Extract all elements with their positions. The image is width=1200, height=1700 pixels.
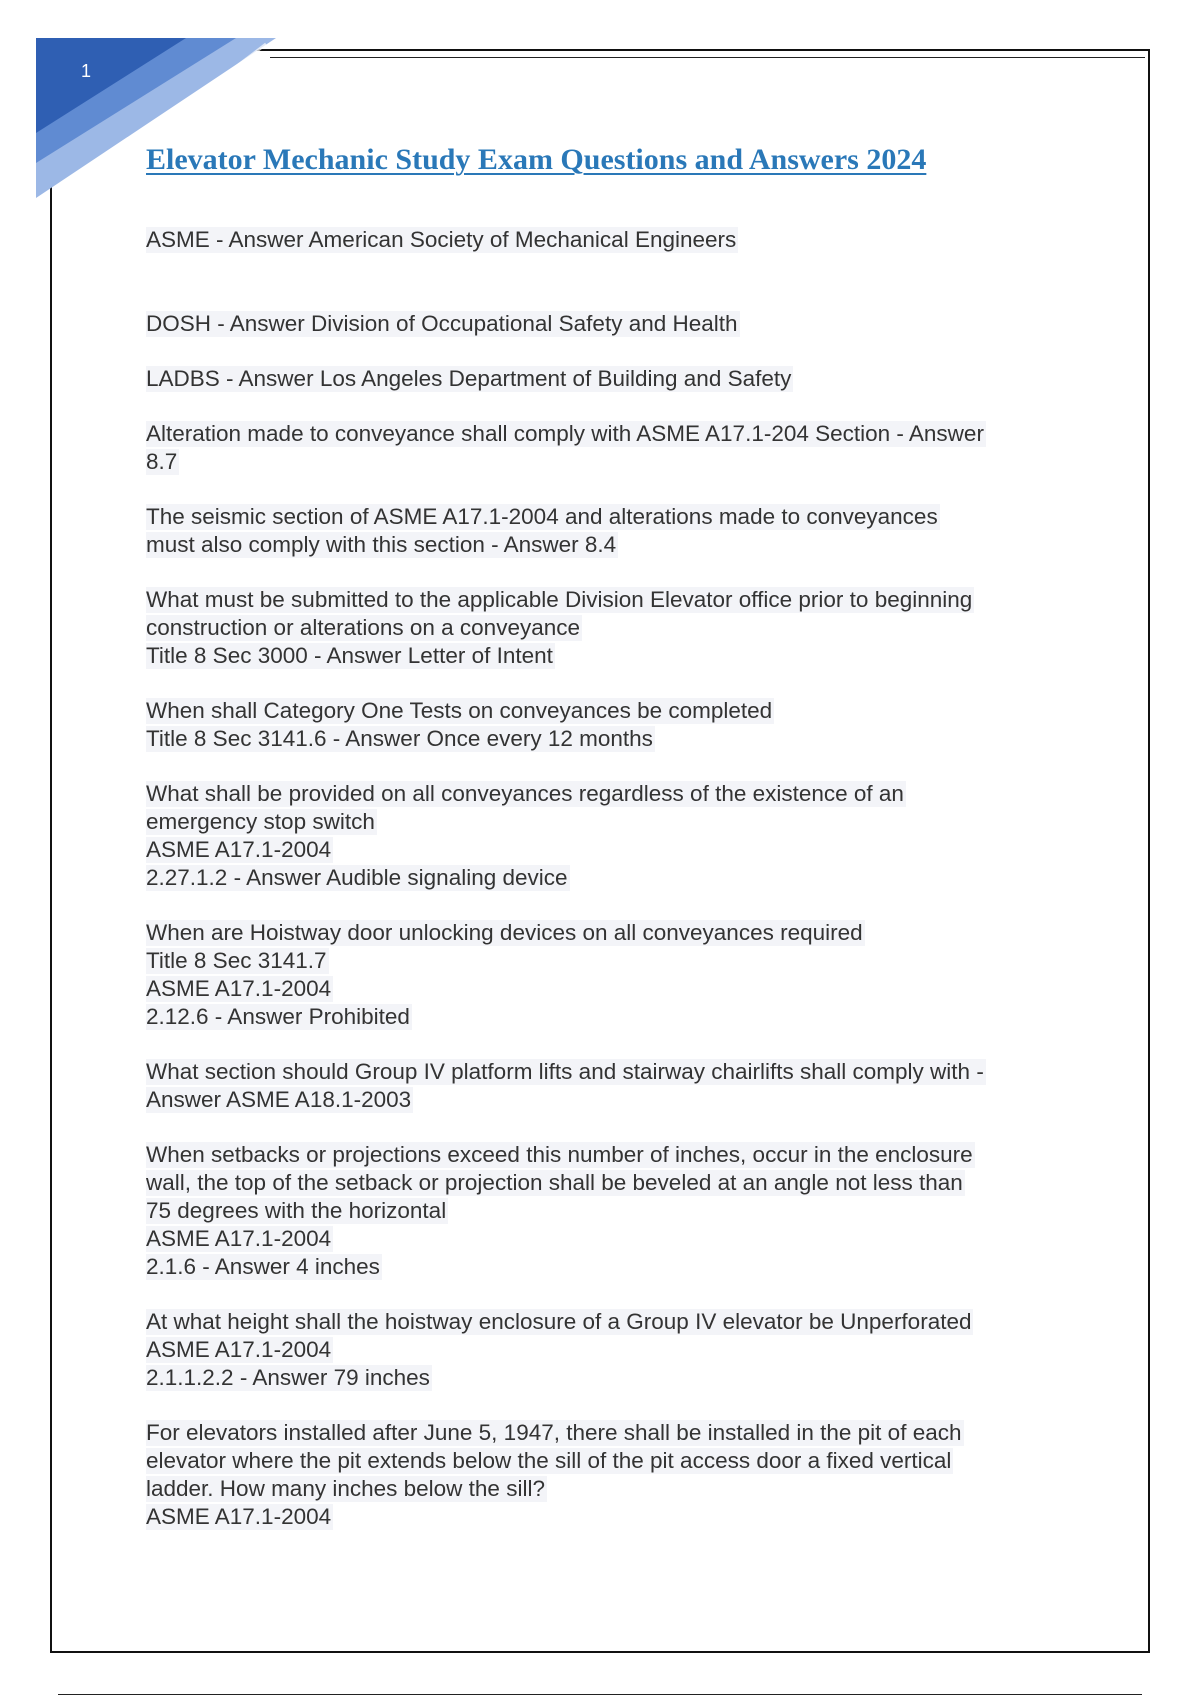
- qa-line: [146, 1003, 1076, 1031]
- qa-line: [146, 1308, 1076, 1336]
- qa-line-text: Alteration made to conveyance shall comply with ASME A17.1-204 Section - Answer: [146, 421, 984, 446]
- qa-line: [146, 1169, 1076, 1197]
- qa-line-text: must also comply with this section - Answer 8.4: [146, 532, 617, 557]
- qa-line: [146, 697, 1076, 725]
- qa-line: [146, 310, 1076, 338]
- qa-item: [146, 503, 1076, 559]
- qa-line: [146, 448, 1076, 476]
- qa-line: [146, 531, 1076, 559]
- qa-line-text: At what height shall the hoistway enclosure of a Group IV elevator be Unperforated: [146, 1309, 972, 1334]
- qa-line-text: DOSH - Answer Division of Occupational Safety and Health: [146, 311, 738, 336]
- page-number: 1: [81, 61, 92, 81]
- qa-line-text: ASME A17.1-2004: [146, 1226, 332, 1251]
- qa-line-text: When shall Category One Tests on conveyances be completed: [146, 698, 773, 723]
- qa-line-text: Title 8 Sec 3141.7: [146, 948, 327, 973]
- qa-line-text: ASME A17.1-2004: [146, 1504, 332, 1529]
- qa-line-text: When setbacks or projections exceed this number of inches, occur in the enclosure: [146, 1142, 973, 1167]
- qa-line: [146, 1141, 1076, 1169]
- qa-item: [146, 697, 1076, 753]
- qa-line-text: 2.27.1.2 - Answer Audible signaling device: [146, 865, 568, 890]
- qa-line: [146, 1197, 1076, 1225]
- qa-line: [146, 919, 1076, 947]
- qa-line: [146, 780, 1076, 808]
- qa-list: [146, 226, 1076, 1558]
- qa-line: [146, 836, 1076, 864]
- qa-line-text: Answer ASME A18.1-2003: [146, 1087, 412, 1112]
- document-title: Elevator Mechanic Study Exam Questions and Answers 2024: [146, 143, 927, 176]
- qa-line-text: ASME - Answer American Society of Mechanical Engineers: [146, 227, 737, 252]
- qa-line: [146, 1419, 1076, 1447]
- qa-item: [146, 919, 1076, 1031]
- qa-line: [146, 1475, 1076, 1503]
- qa-line-text: Title 8 Sec 3141.6 - Answer Once every 12 months: [146, 726, 653, 751]
- qa-line: [146, 420, 1076, 448]
- qa-line: [146, 808, 1076, 836]
- qa-item: [146, 226, 1076, 254]
- qa-line: [146, 1364, 1076, 1392]
- qa-item: [146, 1419, 1076, 1531]
- qa-line-text: For elevators installed after June 5, 1947, there shall be installed in the pit of each: [146, 1420, 962, 1445]
- qa-line-text: LADBS - Answer Los Angeles Department of Building and Safety: [146, 366, 792, 391]
- qa-line-text: The seismic section of ASME A17.1-2004 and alterations made to conveyances: [146, 504, 938, 529]
- qa-line: [146, 1225, 1076, 1253]
- qa-item: [146, 780, 1076, 892]
- qa-line-text: wall, the top of the setback or projection shall be beveled at an angle not less than: [146, 1170, 963, 1195]
- header-rule: [270, 57, 1145, 58]
- qa-line: [146, 1253, 1076, 1281]
- qa-line: [146, 947, 1076, 975]
- qa-line: [146, 1086, 1076, 1114]
- qa-line-text: ladder. How many inches below the sill?: [146, 1476, 545, 1501]
- qa-line-text: construction or alterations on a conveyance: [146, 615, 581, 640]
- qa-line-text: ASME A17.1-2004: [146, 837, 332, 862]
- qa-line-text: What must be submitted to the applicable Division Elevator office prior to beginning: [146, 587, 973, 612]
- qa-line: [146, 1058, 1076, 1086]
- qa-line: [146, 975, 1076, 1003]
- qa-item: [146, 1308, 1076, 1392]
- qa-line: [146, 226, 1076, 254]
- qa-line: [146, 586, 1076, 614]
- qa-item: [146, 365, 1076, 393]
- qa-line-text: Title 8 Sec 3000 - Answer Letter of Intent: [146, 643, 553, 668]
- qa-item: [146, 1141, 1076, 1281]
- qa-line: [146, 725, 1076, 753]
- qa-line-text: 2.1.6 - Answer 4 inches: [146, 1254, 380, 1279]
- qa-line: [146, 1447, 1076, 1475]
- qa-line: [146, 1503, 1076, 1531]
- qa-line-text: ASME A17.1-2004: [146, 976, 332, 1001]
- qa-line-text: 8.7: [146, 449, 178, 474]
- qa-line: [146, 365, 1076, 393]
- qa-item: [146, 420, 1076, 476]
- qa-line-text: ASME A17.1-2004: [146, 1337, 332, 1362]
- qa-line: [146, 503, 1076, 531]
- qa-line: [146, 642, 1076, 670]
- qa-line-text: 2.1.1.2.2 - Answer 79 inches: [146, 1365, 430, 1390]
- qa-line-text: 75 degrees with the horizontal: [146, 1198, 447, 1223]
- qa-item: [146, 310, 1076, 338]
- qa-line-text: What shall be provided on all conveyances regardless of the existence of an: [146, 781, 904, 806]
- qa-line: [146, 614, 1076, 642]
- qa-line-text: elevator where the pit extends below the sill of the pit access door a fixed vertical: [146, 1448, 952, 1473]
- qa-line: [146, 1336, 1076, 1364]
- qa-line-text: When are Hoistway door unlocking devices on all conveyances required: [146, 920, 863, 945]
- qa-line-text: emergency stop switch: [146, 809, 375, 834]
- qa-item: [146, 586, 1076, 670]
- qa-line-text: What section should Group IV platform lifts and stairway chairlifts shall comply with -: [146, 1059, 984, 1084]
- qa-line: [146, 864, 1076, 892]
- footer-rule: [58, 1694, 1142, 1695]
- corner-decoration: [36, 38, 276, 208]
- qa-line-text: 2.12.6 - Answer Prohibited: [146, 1004, 410, 1029]
- qa-item: [146, 1058, 1076, 1114]
